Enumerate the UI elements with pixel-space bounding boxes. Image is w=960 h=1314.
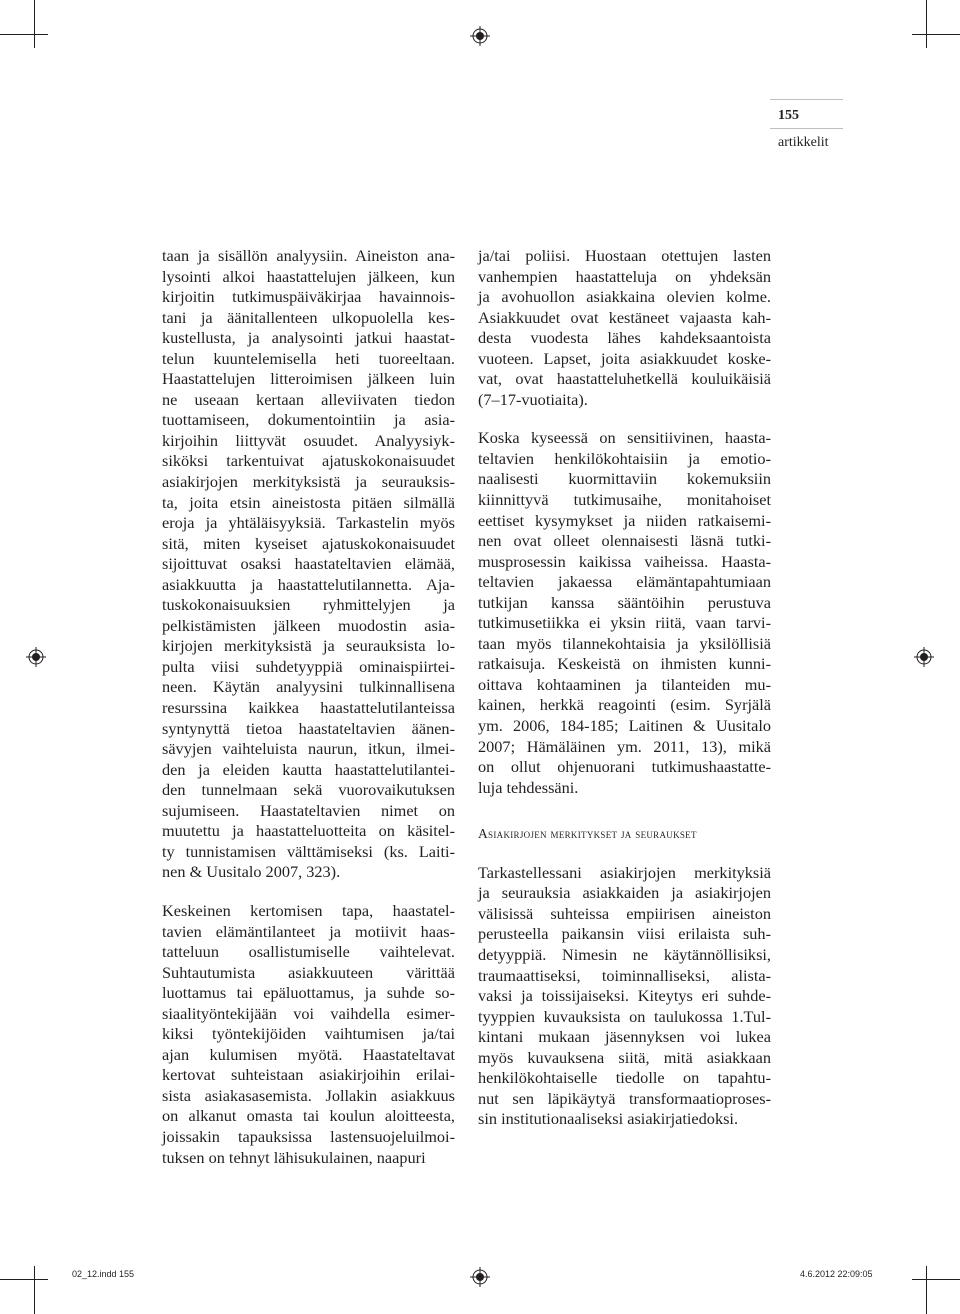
text-line: ty tunnistamisen välttämiseksi (ks. Laiti- — [162, 841, 455, 861]
text-line: ym. 2006, 184-185; Laitinen & Uusitalo — [478, 716, 771, 736]
left-paragraph-2 — [162, 901, 455, 1168]
text-line: den ja eleiden kautta haastattelutilantei- — [162, 759, 455, 779]
text-line: muutettu ja haastatteluotteita on käsitel- — [162, 821, 455, 841]
text-line: oittava kohtaaminen ja tilanteiden mu- — [478, 674, 771, 694]
text-line: tuottamiseen, dokumentointiin ja asia- — [162, 410, 455, 430]
text-line: välisissä suhteissa empiirisen aineiston — [478, 903, 771, 923]
crop-mark — [0, 34, 48, 35]
text-line: tani ja äänitallenteen ulkopuolella kes- — [162, 307, 455, 327]
text-line: ratkaisuja. Keskeistä on ihmisten kunni- — [478, 654, 771, 674]
text-line: luja tehdessäni. — [478, 777, 579, 797]
text-line: taan ja sisällön analyysiin. Aineiston ana- — [162, 246, 455, 265]
header-rule — [770, 99, 843, 100]
text-line: kertovat suhteistaan asiakirjoihin erilai- — [162, 1065, 455, 1085]
text-line: pulta viisi suhdetyyppiä ominaispiirtei- — [162, 656, 455, 676]
section-heading: Asiakirjojen merkitykset ja seuraukset — [478, 826, 697, 842]
crop-mark — [0, 1279, 48, 1280]
text-line: joissakin tapauksissa lastensuojeluilmoi- — [162, 1126, 455, 1146]
text-line: teltavien henkilökohtaisiin ja emotio- — [478, 448, 771, 468]
text-line: telun kuuntelemisella heti tuoreeltaan. — [162, 348, 455, 368]
text-line: asiakirjojen merkityksistä ja seurauksis- — [162, 472, 455, 492]
crop-mark — [34, 1266, 35, 1314]
text-line: myös kuvauksena siitä, mitä asiakkaan — [478, 1047, 771, 1067]
text-line: eroja ja yhtäläisyyksiä. Tarkastelin myös — [162, 513, 455, 533]
text-line: teltavien jakaessa elämäntapahtumiaan — [478, 572, 771, 592]
registration-mark-icon — [470, 26, 490, 46]
text-line: kirjoitin tutkimuspäiväkirjaa havainnois- — [162, 287, 455, 307]
section-label: artikkelit — [778, 135, 829, 150]
text-line: detyyppiä. Nimesin ne käytännöllisiksi, — [478, 944, 771, 964]
text-line: ta, joita etsin aineistosta pitäen silmällä — [162, 492, 455, 512]
text-line: siaalityöntekijään voi vaihdella esimer- — [162, 1003, 455, 1023]
text-line: Haastattelujen litteroimisen jälkeen luin — [162, 369, 455, 389]
text-line: tatteluun osallistumiselle vaihtelevat. — [162, 942, 455, 962]
text-line: ajan kulumisen myötä. Haastateltavat — [162, 1044, 455, 1064]
text-line: on alkanut omasta tai koulun aloitteesta, — [162, 1106, 455, 1126]
registration-mark-icon — [470, 1267, 490, 1287]
text-line: traumaattiseksi, toiminnalliseksi, alista- — [478, 965, 771, 985]
crop-mark — [34, 0, 35, 48]
text-line: nen ovat olleet olennaisesti läsnä tutki- — [478, 531, 771, 551]
text-line: den tunnelmaan sekä vuorovaikutuksen — [162, 780, 455, 800]
text-line: resurssina kaikkea haastattelutilanteissa — [162, 698, 455, 718]
text-line: henkilökohtaiselle tiedolle on tapahtu- — [478, 1068, 771, 1088]
crop-mark — [926, 1266, 927, 1314]
right-column — [478, 246, 771, 1130]
text-line: vat, ovat haastatteluhetkellä kouluikäisiä — [478, 369, 771, 389]
text-line: lysointi alkoi haastattelujen jälkeen, kun — [162, 266, 455, 286]
right-paragraph-3 — [478, 863, 771, 1130]
text-line: sin institutionaaliseksi asiakirjatiedoksi. — [478, 1109, 739, 1129]
text-line: vuoteen. Lapset, joita asiakkuudet koske- — [478, 348, 771, 368]
text-line: ja avohuollon asiakkaina olevien kolme. — [478, 287, 771, 307]
text-line: vanhempien haastatteluja on yhdeksän — [478, 266, 771, 286]
text-line: siköksi tarkentuivat ajatuskokonaisuudet — [162, 451, 455, 471]
text-line: vaksi ja toissijaiseksi. Kiteytys eri suhde- — [478, 986, 771, 1006]
text-line: luottamus tai epäluottamus, ja suhde so- — [162, 983, 455, 1003]
text-line: (7–17-vuotiaita). — [478, 389, 588, 409]
left-paragraph-1 — [162, 246, 455, 883]
text-line: ja/tai poliisi. Huostaan otettujen lasten — [478, 246, 771, 265]
text-line: nut sen läpikäytyä transformaatioproses- — [478, 1088, 771, 1108]
text-line: Asiakkuudet ovat kestäneet vajaasta kah- — [478, 307, 771, 327]
crop-mark — [926, 0, 927, 48]
right-paragraph-1 — [478, 246, 771, 410]
text-line: tavien elämäntilanteet ja motiivit haas- — [162, 921, 455, 941]
text-line: kiinnittyvä tutkimusaihe, monitahoiset — [478, 490, 771, 510]
page-number: 155 — [778, 108, 799, 123]
footer-timestamp: 4.6.2012 22:09:05 — [800, 1269, 873, 1279]
left-column — [162, 246, 455, 1168]
text-line: Koska kyseessä on sensitiivinen, haasta- — [478, 428, 771, 448]
text-line: Keskeinen kertomisen tapa, haastatel- — [162, 900, 455, 920]
text-line: 2007; Hämäläinen ym. 2011, 13), mikä — [478, 736, 771, 756]
text-line: asiakkuutta ja haastattelutilannetta. Aja- — [162, 574, 455, 594]
text-line: sista asiakasasemista. Jollakin asiakkuus — [162, 1085, 455, 1105]
text-line: Tarkastellessani asiakirjojen merkityksiä — [478, 862, 771, 882]
text-line: ne useaan kertaan alleviivaten tiedon — [162, 389, 455, 409]
text-line: sijoittuvat osaksi haastateltavien elämää, — [162, 554, 455, 574]
text-line: sävyjen vaihteluista naurun, itkun, ilmei- — [162, 739, 455, 759]
registration-mark-icon — [914, 647, 934, 667]
text-line: kirjoihin liittyvät osuudet. Analyysiyk- — [162, 430, 455, 450]
text-line: pelkistämisten jälkeen muodostin asia- — [162, 615, 455, 635]
registration-mark-icon — [26, 647, 46, 667]
header-rule — [770, 128, 843, 129]
text-line: neen. Käytän analyysini tulkinnallisena — [162, 677, 455, 697]
text-line: kiksi työntekijöiden vaihtumisen ja/tai — [162, 1024, 455, 1044]
text-line: sujumiseen. Haastateltavien nimet on — [162, 800, 455, 820]
text-line: Suhtautumista asiakkuuteen värittää — [162, 962, 455, 982]
text-line: taan myös tilannekohtaisia ja yksilöllisiä — [478, 633, 771, 653]
text-line: tutkijan kanssa sääntöihin perustuva — [478, 592, 771, 612]
text-line: kainen, herkkä reagointi (esim. Syrjälä — [478, 695, 771, 715]
text-line: ja seurauksia asiakkaiden ja asiakirjojen — [478, 883, 771, 903]
text-line: desta vuodesta lähes kahdeksaantoista — [478, 328, 771, 348]
text-line: sitä, miten kyseiset ajatuskokonaisuudet — [162, 533, 455, 553]
text-line: nen & Uusitalo 2007, 323). — [162, 862, 341, 882]
text-line: tuskokonaisuuksien ryhmittelyjen ja — [162, 595, 455, 615]
text-line: tutkimusetiikka ei yksin riitä, vaan tarvi- — [478, 613, 771, 633]
right-paragraph-2 — [478, 428, 771, 798]
text-line: perusteella paikansin viisi erilaista suh- — [478, 924, 771, 944]
footer-file-name: 02_12.indd 155 — [72, 1269, 135, 1279]
crop-mark — [912, 34, 960, 35]
text-line: kintani mukaan jäsennyksen voi lukea — [478, 1027, 771, 1047]
text-line: on ollut ohjenuorani tutkimushaastatte- — [478, 757, 771, 777]
text-line: kustellusta, ja analysointi jatkui haastat- — [162, 328, 455, 348]
text-line: eettiset kysymykset ja niiden ratkaisemi- — [478, 510, 771, 530]
text-line: syntynyttä tietoa haastateltavien äänen- — [162, 718, 455, 738]
text-line: kirjojen merkityksistä ja seurauksista lo- — [162, 636, 455, 656]
text-line: tyyppien kuvauksista on taulukossa 1.Tul- — [478, 1006, 771, 1026]
text-line: naalisesti kuormittaviin kokemuksiin — [478, 469, 771, 489]
text-line: musprosessin kaikissa vaiheissa. Haasta- — [478, 551, 771, 571]
text-line: tuksen on tehnyt lähisukulainen, naapuri — [162, 1147, 426, 1167]
crop-mark — [912, 1279, 960, 1280]
